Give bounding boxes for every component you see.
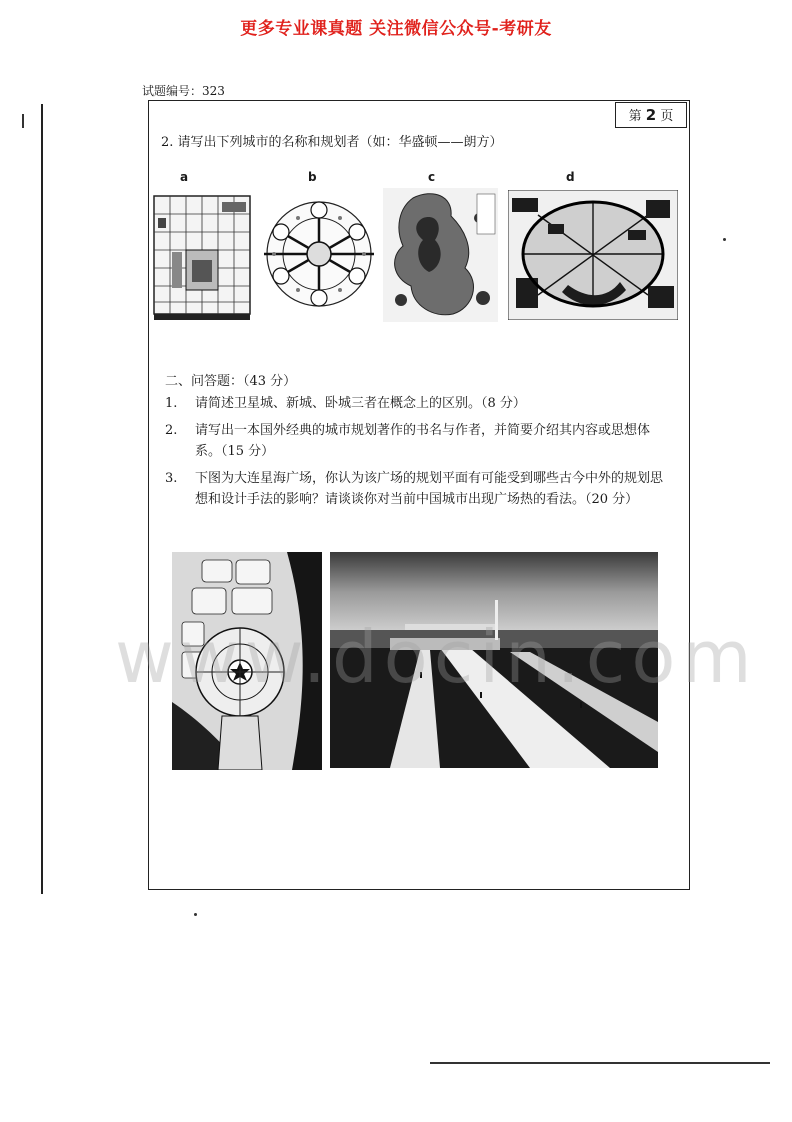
question-1 [165,393,675,415]
question-2 [165,420,675,464]
question-2-prompt: 2. 请写出下列城市的名称和规划者（如：华盛顿——朗方） [161,135,503,150]
figure-label-c: c [428,170,436,184]
bottom-edge-line [430,1062,770,1064]
question-1-text: 请简述卫星城、新城、卧城三者在概念上的区别。（8 分） [195,396,526,411]
question-1-number: 1. [165,396,178,411]
city-plan-b-image [262,188,376,320]
figure-label-a: a [180,170,189,184]
city-plan-c-image [383,188,498,322]
page-prefix: 第 [628,109,642,124]
page-number: 2 [645,106,657,124]
page-number-box [615,102,687,128]
question-2-number: 2. [165,423,178,438]
stray-mark [723,238,726,241]
question-2-text: 请写出一本国外经典的城市规划著作的书名与作者，并简要介绍其内容或思想体系。（15 分） [195,423,651,459]
question-3-number: 3. [165,471,178,486]
section-2-title: 二、问答题：（43 分） [165,374,297,389]
question-3 [165,468,675,534]
binding-mark [22,114,28,128]
promo-banner: 更多专业课真题 关注微信公众号-考研友 [240,19,552,39]
city-plan-a-image [152,192,254,322]
question-3-text: 下图为大连星海广场，你认为该广场的规划平面有可能受到哪些古今中外的规划思想和设计手法的影响？请谈谈你对当前中国城市出现广场热的看法。（20 分） [195,471,664,507]
binding-line [41,104,43,894]
stray-mark [194,913,197,916]
figure-label-b: b [308,170,317,184]
figure-label-d: d [566,170,575,184]
watermark-text: www.docin.com [115,615,758,699]
city-plan-d-image [508,190,678,320]
exam-code: 试题编号：323 [142,84,225,98]
page-suffix: 页 [660,109,674,124]
